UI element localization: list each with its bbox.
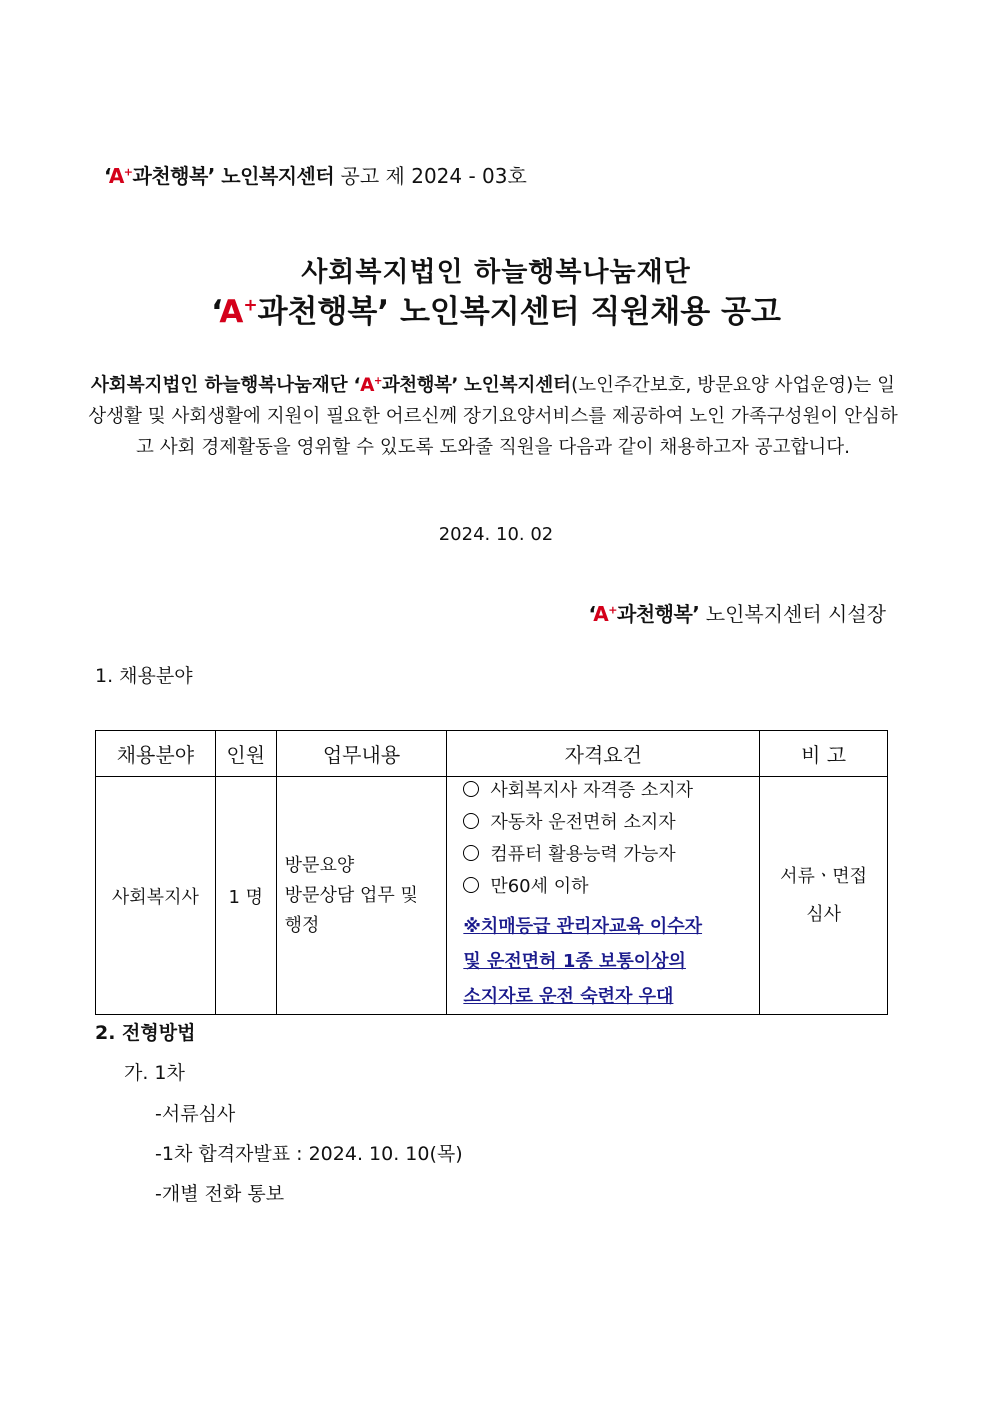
step-item: -1차 합격자발표 : 2024. 10. 10(목) xyxy=(155,1143,463,1165)
table-header-cell: 자격요건 xyxy=(447,731,760,777)
title-suffix: 노인복지센터 직원채용 공고 xyxy=(399,294,781,330)
duties-cell xyxy=(276,777,447,1015)
duty-line: 방문상담 업무 및 xyxy=(284,884,418,906)
notice-date: 2024. 10. 02 xyxy=(438,524,554,545)
center-name: 노인복지센터 xyxy=(221,164,335,188)
preference-note-line: ※치매등급 관리자교육 이수자 xyxy=(463,916,703,937)
remark-cell xyxy=(760,777,888,1015)
intro-center: 노인복지센터 xyxy=(463,375,572,396)
duty-line: 행정 xyxy=(284,914,320,936)
table-header-cell: 업무내용 xyxy=(276,731,447,777)
reference-mark-icon: ※ xyxy=(463,916,481,937)
table-header-row xyxy=(96,731,888,777)
section-heading-1: 1. 채용분야 xyxy=(95,665,193,687)
circle-bullet-icon xyxy=(463,845,479,861)
table-header-cell: 채용분야 xyxy=(96,731,216,777)
signer-title: 노인복지센터 시설장 xyxy=(705,602,886,626)
notice-number-line xyxy=(104,160,527,189)
step-item: -개별 전화 통보 xyxy=(155,1183,285,1205)
step-item: -서류심사 xyxy=(155,1103,236,1125)
preference-note-line: 및 운전면허 1종 보통이상의 xyxy=(463,951,686,972)
intro-paragraph xyxy=(88,370,898,463)
table-row xyxy=(96,777,888,1015)
page-title-line1: 사회복지법인 하늘행복나눔재단 xyxy=(301,257,691,288)
notice-number: 공고 제 2024 - 03호 xyxy=(340,164,527,188)
recruitment-table xyxy=(95,730,888,1015)
qualification-item: 사회복지사 자격증 소지자 xyxy=(463,777,759,809)
brand-logo: ‘A+과천행복’ xyxy=(104,164,215,188)
remark-line: 심사 xyxy=(806,903,841,925)
table-header-cell: 인원 xyxy=(215,731,276,777)
preference-note-line: 소지자로 운전 숙련자 우대 xyxy=(463,986,674,1007)
intro-body: (노인주간보호, 방문요양 사업운영)는 일상생활 및 사회생활에 지원이 필요한 어르신께 장기요양서비스를 제공하여 노인 가족구성원이 안심하고 사회 경제활동을 영위할 수 있도록 도와줄 직원을 다음과 같이 채용하고자 공고합니다. xyxy=(88,375,898,458)
table-header-cell: 비 고 xyxy=(760,731,888,777)
qualification-item: 만60세 이하 xyxy=(463,873,759,905)
field-cell: 사회복지사 xyxy=(96,777,216,1015)
qualification-item: 자동차 운전면허 소지자 xyxy=(463,809,759,841)
circle-bullet-icon xyxy=(463,813,479,829)
qualification-item: 컴퓨터 활용능력 가능자 xyxy=(463,841,759,873)
remark-line: 서류ㆍ면접 xyxy=(780,865,868,887)
brand-logo: ‘A+과천행복’ xyxy=(353,375,458,396)
page-title-line2 xyxy=(0,286,992,331)
brand-logo: ‘A+과천행복’ xyxy=(588,602,700,626)
circle-bullet-icon xyxy=(463,877,479,893)
brand-logo: ‘A+과천행복’ xyxy=(211,294,390,330)
duty-line: 방문요양 xyxy=(284,854,355,876)
circle-bullet-icon xyxy=(463,781,479,797)
section-heading-2: 2. 전형방법 xyxy=(95,1022,196,1044)
qualifications-cell xyxy=(447,777,760,1015)
intro-lead: 사회복지법인 하늘행복나눔재단 xyxy=(91,375,348,396)
count-cell: 1 명 xyxy=(215,777,276,1015)
signer xyxy=(588,598,886,627)
step-1-label: 가. 1차 xyxy=(124,1062,185,1084)
